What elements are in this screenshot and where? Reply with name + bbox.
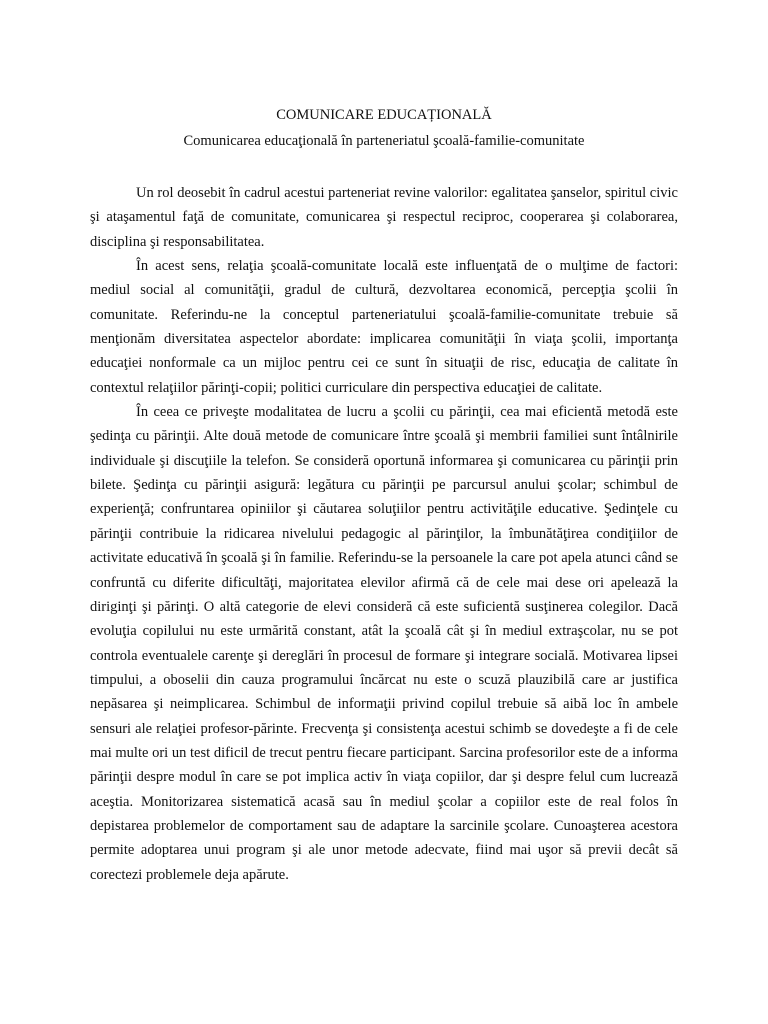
paragraph-school-community: În acest sens, relaţia şcoală-comunitate locală este influenţată de o mulţime de factori: mediul social al comunităţii, gradul de cultură, dezvoltarea economică, percepţia şcolii în comunitate. Referindu-ne la conceptul parteneriatului şcoală-familie-comunitate trebuie să menţionăm diversitatea aspectelor abordate: implicarea comunităţii în viaţa şcolii, importanţa educaţiei nonformale ca un mijloc pentru cei ce sunt în situaţii de risc, educaţia de calitate în contextul relaţiilor părinţi-copii; politici curriculare din perspectiva educaţiei de calitate. [90, 258, 678, 396]
document-subtitle: Comunicarea educaţională în parteneriatul şcoală-familie-comunitate [183, 133, 585, 149]
document-page [90, 102, 678, 887]
document-title: COMUNICARE EDUCAȚIONALĂ [276, 107, 492, 123]
paragraph-school-parents: În ceea ce priveşte modalitatea de lucru a şcolii cu părinţii, cea mai eficientă metodă este şedinţa cu părinţii. Alte două metode de comunicare între şcoală şi membrii familiei sunt întâlnirile individuale şi discuţiile la telefon. Se consideră oportună informarea şi comunicarea cu părinţii prin bilete. Şedinţa cu părinţii asigură: legătura cu părinţii pe parcursul anului şcolar; schimbul de experienţă; confruntarea opiniilor şi căutarea soluţiilor pentru activităţile educative. Şedinţele cu părinţii contribuie la ridicarea nivelului pedagogic al părinţilor, la îmbunătăţirea condiţiilor de activitate educativă în şcoală şi în familie. Referindu-se la persoanele la care pot apela atunci când se confruntă cu diferite dificultăţi, majoritatea elevilor afirmă că de cele mai dese ori apelează la diriginţi şi părinţi. O altă categorie de elevi consideră că este suficientă susţinerea colegilor. Dacă evoluţia copilului nu este urmărită constant, atât la şcoală cât şi în mediul extraşcolar, nu se pot controla eventualele carenţe şi dereglări în procesul de formare şi integrare socială. Motivarea lipsei timpului, a oboselii din cauza programului încărcat nu este o scuză plauzibilă care ar justifica nepăsarea şi neimplicarea. Schimbul de informaţii privind copilul trebuie să aibă loc în ambele sensuri ale relaţiei profesor-părinte. Frecvenţa şi consistenţa acestui schimb se dovedeşte a fi de cele mai multe ori un test dificil de trecut pentru fiecare participant. Sarcina profesorilor este de a informa părinţii despre modul în care se pot implica activ în viaţa copiilor, dar şi despre felul cum lucrează aceştia. Monitorizarea sistematică acasă sau în mediul şcolar a copiilor este de real folos în depistarea problemelor de comportament sau de adaptare la sarcinile şcolare. Cunoaşterea acestora permite adoptarea unui program şi ale unor metode adecvate, fiind mai uşor să previi decât să corectezi problemele deja apărute. [90, 404, 678, 883]
paragraph-values: Un rol deosebit în cadrul acestui parteneriat revine valorilor: egalitatea şanselor, spiritul civic şi ataşamentul faţă de comunitate, comunicarea şi respectul reciproc, cooperarea şi colaborarea, disciplina şi responsabilitatea. [90, 185, 678, 250]
